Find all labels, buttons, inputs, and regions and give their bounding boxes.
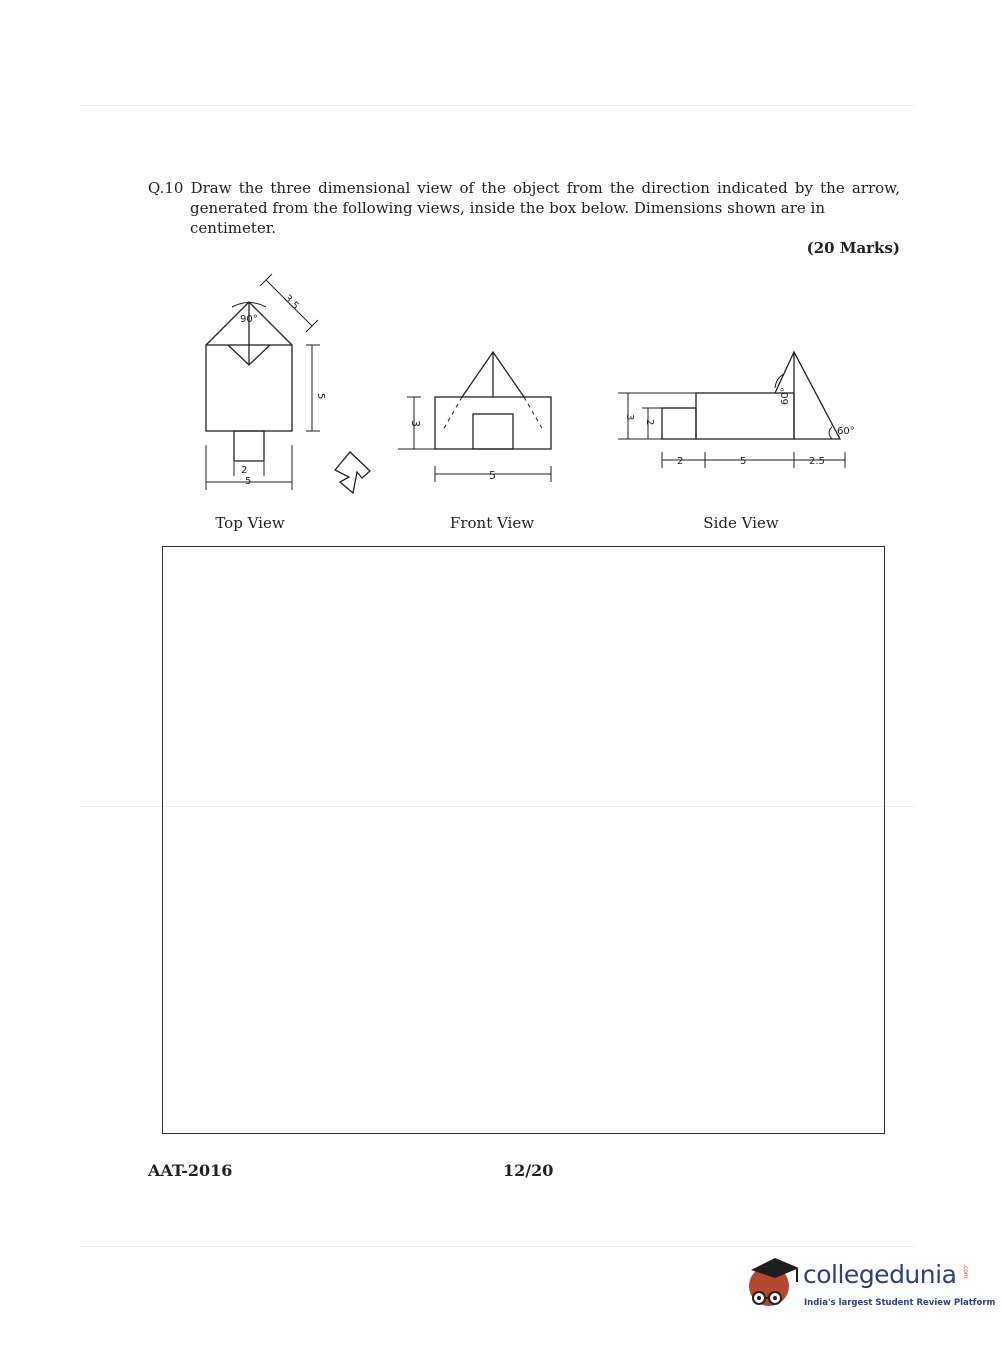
question-text-1: Draw the three dimensional view of the object from the direction indicated by the arrow, [190, 179, 900, 197]
side-view-end-label: 2.5 [809, 456, 825, 467]
question-marks: (20 Marks) [806, 239, 900, 257]
scan-line-bottom [80, 1246, 914, 1247]
side-view-drawing [618, 352, 845, 468]
top-view-height-label: 5 [315, 393, 326, 400]
footer-exam-code: AAT-2016 [148, 1161, 233, 1180]
top-view-drawing [206, 274, 320, 490]
footer-page-number: 12/20 [503, 1161, 554, 1180]
top-view-angle-label: 90° [240, 314, 258, 325]
top-view-slant-label: 3.5 [281, 293, 301, 313]
collegedunia-logo[interactable] [745, 1252, 996, 1320]
front-view-label: Front View [449, 514, 535, 532]
side-view-label: Side View [703, 514, 779, 532]
side-view-outer-height-label: 3 [624, 414, 635, 421]
logo-suffix: .com [962, 1264, 969, 1279]
top-view-width-label: 5 [245, 476, 252, 487]
front-view-height-label: 3 [409, 420, 422, 427]
question-text-2: generated from the following views, inside the box below. Dimensions shown are in centimeter. [190, 199, 825, 237]
front-view-door [473, 414, 513, 449]
side-view-top-angle-label: 60° [780, 387, 791, 405]
front-view-width-label: 5 [489, 469, 496, 482]
top-view-inner-label: 2 [241, 465, 248, 476]
orthographic-views [0, 0, 1002, 545]
front-view-body [435, 397, 551, 449]
logo-wordmark: collegedunia [803, 1260, 957, 1289]
logo-tagline: India's largest Student Review Platform [804, 1298, 996, 1308]
front-view-drawing [398, 352, 551, 482]
side-view-base-angle-label: 60° [837, 426, 855, 437]
top-view-stem [234, 431, 264, 461]
mascot-icon [745, 1252, 803, 1320]
side-view-step-label: 2 [677, 456, 684, 467]
direction-arrow-icon [335, 452, 370, 493]
side-view-step [662, 408, 696, 439]
question-number: Q.10 [148, 179, 184, 197]
side-view-body-label: 5 [740, 456, 747, 467]
side-view-inner-height-label: 2 [644, 419, 655, 426]
answer-box[interactable] [162, 546, 885, 1134]
top-view-label: Top View [215, 514, 285, 532]
